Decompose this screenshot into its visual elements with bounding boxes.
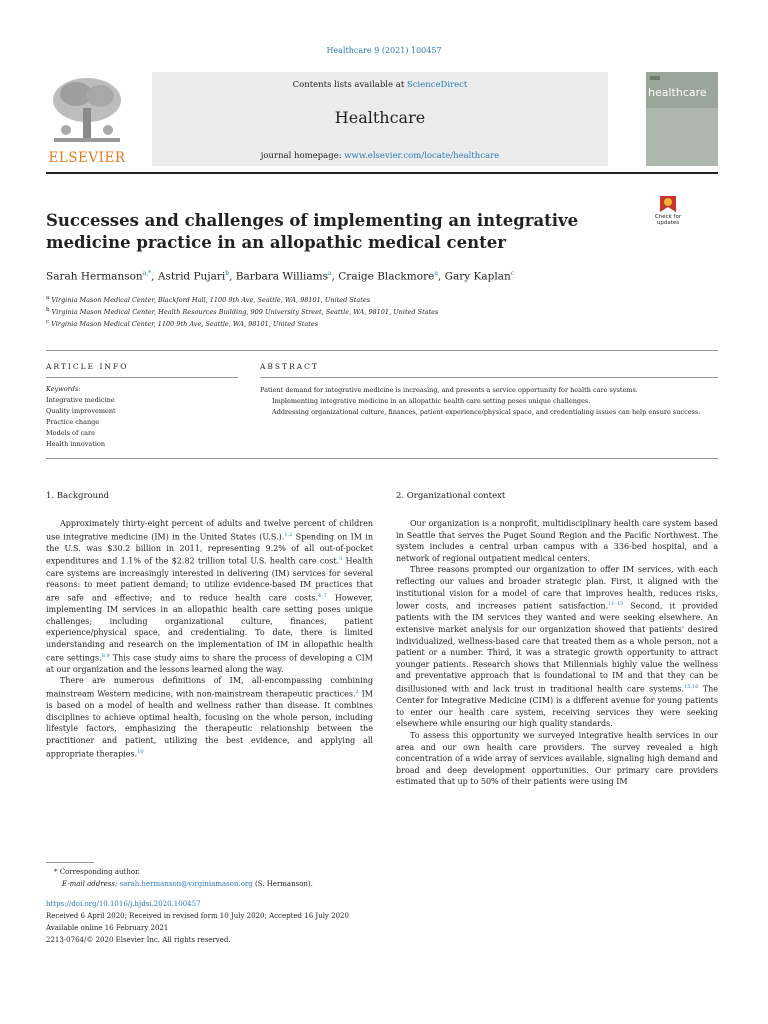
- doi-link[interactable]: https://doi.org/10.1016/j.hjdsi.2020.100457: [46, 900, 201, 908]
- publisher-name: ELSEVIER: [48, 150, 126, 166]
- article-info-divider: [46, 377, 238, 378]
- citation-link[interactable]: 4–7: [318, 592, 327, 599]
- journal-reference[interactable]: Healthcare 9 (2021) 100457: [326, 46, 442, 55]
- received-dates: Received 6 April 2020; Received in revised form 10 July 2020; Accepted 16 July 2020: [46, 912, 349, 920]
- cover-title: healthcare: [648, 86, 707, 99]
- author-name: Astrid Pujari: [157, 270, 226, 283]
- section-heading-organizational-context: 2. Organizational context: [396, 491, 506, 501]
- keyword: Health innovation: [46, 440, 106, 448]
- article-info-heading: ARTICLE INFO: [46, 362, 129, 371]
- author-name: Craige Blackmore: [338, 270, 435, 283]
- abstract-bottom-divider: [46, 458, 718, 459]
- citation-link[interactable]: 1,2: [284, 531, 293, 538]
- section-heading-background: 1. Background: [46, 491, 110, 501]
- keyword: Models of care: [46, 429, 95, 437]
- author-name: Sarah Hermanson: [46, 270, 143, 283]
- section-divider: [46, 350, 718, 351]
- footnote-divider: [46, 862, 94, 863]
- contents-line: Contents lists available at ScienceDirect: [292, 80, 468, 90]
- check-for-updates-label: Check for updates: [654, 214, 682, 226]
- citation-link[interactable]: 2: [355, 688, 359, 695]
- header-divider: [46, 172, 718, 174]
- abstract-text: Patient demand for integrative medicine is increasing, and presents a service opportunity for health care systems. Implementing integrative medicine in an allopathic health care setting poses unique challenges. Addressing organizational culture, finances, patient experience/physical space, and credentialing issues can help ensure success.: [260, 386, 701, 416]
- affiliation: $^c$ Virginia Mason Medical Center, 1100 9th Ave, Seattle, WA, 98101, United States: [46, 319, 319, 329]
- left-column-body: Approximately thirty-eight percent of adults and twelve percent of children use integrative medicine (IM) in the United States (U.S.).$^{1,2}$ Spending on IM in the U.S. was $30.2 billion in 2011, representing 9.2% of all out-of-pocket expenditures and 1.1% of the $2.82 trillion total U.S. health care cost.$^3$ Health care systems are increasingly interested in delivering (IM) services for several reasons: to meet patient demand; to utilize evidence-based IM practices that are safe and effective; and to reduce health care costs.$^{4-7}$ However, implementing IM services in an allopathic health care setting poses unique challenges; including organizational culture, finances, patient experience/physical space, and credentialing. To date, there is limited understanding and research on the implementation of IM in allopathic health care settings.$^{8,9}$ This case study aims to share the process of developing a CIM at our organization and the lessons learned along the way. There are numerous definitions of IM, all-encompassing combining mainstream Western medicine, with non-mainstream therapeutic practices.$^2$ IM is based on a model of health and wellness rather than disease. It combines disciplines to achieve optimal health, focusing on the whole person, including lifestyle factors, emphasizing the therapeutic relationship between the practitioner and patient, utilizing the best evidence, and applying all appropriate therapies.$^{10}$: [46, 519, 373, 759]
- journal-title: Healthcare: [334, 108, 426, 127]
- online-date: Available online 16 February 2021: [46, 924, 169, 932]
- journal-homepage-line: journal homepage: www.elsevier.com/locate/healthcare: [260, 151, 500, 161]
- author-affiliation-marker[interactable]: a: [328, 270, 332, 277]
- affiliation: $^b$ Virginia Mason Medical Center, Health Resources Building, 909 University Street, Seattle, WA, 98101, United States: [46, 307, 439, 317]
- right-column-body: Our organization is a nonprofit, multidisciplinary health care system based in Seattle that serves the Puget Sound Region and the Pacific Northwest. The system includes a central urban campus with a 336-bed hospital, and a network of regional outpatient medical centers. Three reasons prompted our organization to offer IM services, with each reflecting our values and broader strategic plan. First, it aligned with the institutional vision for a model of care that improves health, reduces risks, lower costs, and increases patient satisfaction.$^{11-13}$ Second, it provided patients with the IM services they wanted and were seeking elsewhere. An extensive market analysis for our organization showed that patients' desired individualized, wellness-based care that treated them as a whole person, not a patient or a number. Third, it was a strategic growth opportunity to attract younger patients. Research shows that Millennials highly value the wellness and preventative approach that is foundational to IM and that they can be disillusioned with and lack trust in traditional health care systems.$^{15,16}$ The Center for Integrative Medicine (CIM) is a different avenue for young patients to enter our health care system, receiving services they were seeking elsewhere while ensuring our high quality standards. To assess this opportunity we surveyed integrative health services in our area and our own health care providers. The survey revealed a high concentration of a wide array of services available, signaling high demand and broad and deep development opportunities. Our primary care providers estimated that up to 50% of their patients were using IM: [396, 519, 719, 787]
- citation-link[interactable]: 8,9: [101, 652, 110, 659]
- email-line: E-mail address: sarah.hermanson@virginiamason.org (S. Hermanson).: [62, 880, 313, 888]
- abstract-heading: ABSTRACT: [260, 362, 319, 371]
- sciencedirect-link[interactable]: ScienceDirect: [406, 80, 468, 90]
- author-name: Barbara Williams: [235, 270, 328, 283]
- corresponding-author-note: * Corresponding author.: [54, 868, 140, 876]
- copyright: 2213-0764/© 2020 Elsevier Inc. All rights reserved.: [46, 936, 231, 944]
- abstract-divider: [260, 377, 718, 378]
- author-affiliation-marker[interactable]: a: [434, 270, 438, 277]
- citation-link[interactable]: 11–13: [608, 601, 624, 608]
- author-affiliation-marker[interactable]: c: [510, 270, 515, 277]
- keyword: Integrative medicine: [46, 396, 115, 404]
- article-title: Successes and challenges of implementing an integrative medicine practice in an allopathic medical center: [46, 211, 579, 252]
- author-affiliation-marker[interactable]: a,*: [142, 270, 152, 277]
- citation-link[interactable]: 15,16: [684, 683, 699, 690]
- keyword: Practice change: [46, 418, 100, 426]
- email-link[interactable]: sarah.hermanson@virginiamason.org: [119, 880, 253, 888]
- keywords-label: Keywords:: [46, 385, 81, 393]
- citation-link[interactable]: 10: [137, 748, 144, 755]
- author-affiliation-marker[interactable]: b: [225, 270, 230, 277]
- homepage-link[interactable]: www.elsevier.com/locate/healthcare: [344, 151, 500, 161]
- author-list: Sarah Hermanson$^{a,*}$, Astrid Pujari$^b$, Barbara Williams$^a$, Craige Blackmore$^a$, Gary Kaplan$^c$: [46, 270, 515, 283]
- affiliation: $^a$ Virginia Mason Medical Center, Blackford Hall, 1100 9th Ave, Seattle, WA, 98101, United States: [46, 295, 371, 305]
- author-name: Gary Kaplan: [444, 270, 511, 283]
- citation-link[interactable]: 3: [339, 556, 343, 563]
- keyword: Quality improvement: [46, 407, 116, 415]
